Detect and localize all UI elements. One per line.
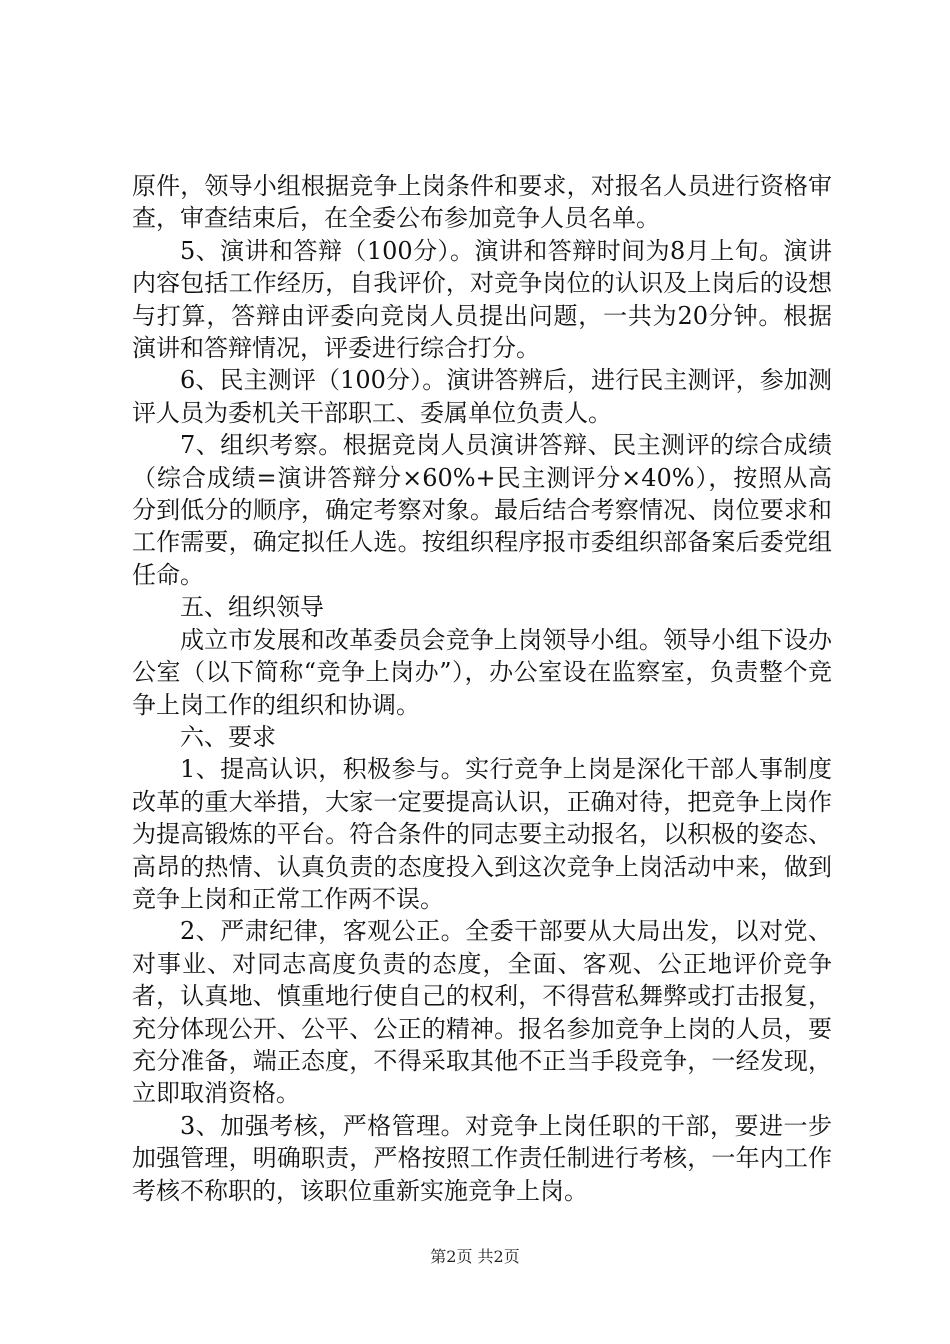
page-footer: 第2页 共2页 [430,1247,520,1266]
paragraph-2: 5、演讲和答辩（100分）。演讲和答辩时间为8月上旬。演讲内容包括工作经历，自我评价，对竞争岗位的认识及上岗后的设想与打算，答辩由评委向竞岗人员提出问题，一共为20分钟。根据演讲和答辩情况，评委进行综合打分。 [132,236,832,363]
section-heading-organization: 五、组织领导 [180,593,324,622]
section-heading-requirements: 六、要求 [180,722,276,751]
paragraph-8: 3、加强考核，严格管理。对竞争上岗任职的干部，要进一步加强管理，明确职责，严格按照工作责任制进行考核，一年内工作考核不称职的，该职位重新实施竞争上岗。 [132,1111,832,1205]
paragraph-7: 2、严肃纪律，客观公正。全委干部要从大局出发，以对党、对事业、对同志高度负责的态度，全面、客观、公正地评价竞争者，认真地、慎重地行使自己的权利，不得营私舞弊或打击报复，充分体现公开、公平、公正的精神。报名参加竞争上岗的人员，要充分准备，端正态度，不得采取其他不正当手段竞争，一经发现，立即取消资格。 [132,917,832,1108]
paragraph-5: 成立市发展和改革委员会竞争上岗领导小组。领导小组下设办公室（以下简称“竞争上岗办”），办公室设在监察室，负责整个竞争上岗工作的组织和协调。 [132,625,832,719]
paragraph-6: 1、提高认识，积极参与。实行竞争上岗是深化干部人事制度改革的重大举措，大家一定要提高认识，正确对待，把竞争上岗作为提高锻炼的平台。符合条件的同志要主动报名，以积极的姿态、高昂的热情、认真负责的态度投入到这次竞争上岗活动中来，做到竞争上岗和正常工作两不误。 [132,755,832,913]
document-body [132,170,832,1207]
paragraph-4: 7、组织考察。根据竞岗人员演讲答辩、民主测评的综合成绩（综合成绩=演讲答辩分×60%+民主测评分×40%），按照从高分到低分的顺序，确定考察对象。最后结合考察情况、岗位要求和工作需要，确定拟任人选。按组织程序报市委组织部备案后委党组任命。 [132,431,832,589]
paragraph-3: 6、民主测评（100分）。演讲答辨后，进行民主测评，参加测评人员为委机关干部职工、委属单位负责人。 [132,366,832,427]
paragraph-1: 原件，领导小组根据竞争上岗条件和要求，对报名人员进行资格审查，审查结束后，在全委公布参加竞争人员名单。 [132,172,832,233]
